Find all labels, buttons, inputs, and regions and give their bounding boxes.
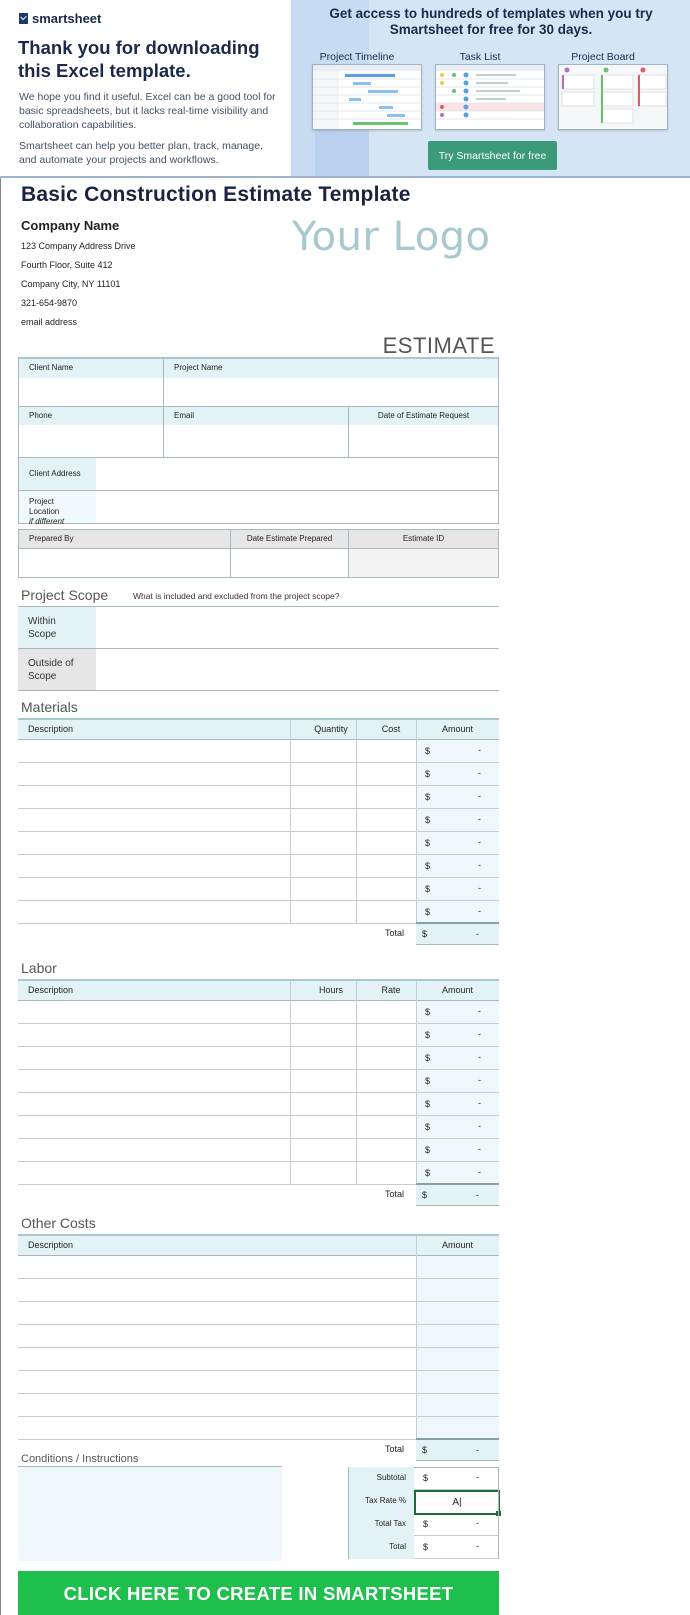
other-total-label: Total (385, 1444, 405, 1454)
materials-total-value (416, 922, 499, 945)
estimate-id-label: Estimate ID (349, 530, 498, 548)
date-request-input[interactable] (349, 425, 498, 457)
other-amount-cell[interactable] (416, 1371, 499, 1393)
labor-row[interactable] (18, 1162, 499, 1185)
materials-row[interactable] (18, 740, 499, 763)
other-total-currency: $ (422, 1445, 428, 1455)
address-line-1[interactable]: 123 Company Address Drive (21, 241, 136, 251)
thumb-task-list[interactable] (435, 64, 545, 130)
email-input[interactable] (164, 425, 348, 457)
other-amount-cell[interactable] (416, 1256, 499, 1278)
phone-label: Phone (19, 407, 163, 425)
other-row[interactable] (18, 1256, 499, 1279)
materials-header-row (18, 720, 499, 740)
other-amount-cell[interactable] (416, 1279, 499, 1301)
other-row[interactable] (18, 1348, 499, 1371)
labor-row[interactable] (18, 1047, 499, 1070)
other-total-value (416, 1438, 499, 1461)
materials-total-currency: $ (422, 929, 428, 939)
estimate-id-input[interactable] (349, 549, 498, 577)
column-divider (290, 720, 291, 924)
project-location-text: Project Location (29, 497, 60, 516)
materials-table (18, 718, 499, 922)
project-location-label (19, 491, 96, 526)
thumb-label-tasklist: Task List (459, 51, 501, 63)
labor-currency: $ (425, 1053, 431, 1063)
other-amount-cell[interactable] (416, 1348, 499, 1370)
materials-currency: $ (425, 769, 431, 779)
materials-amount: - (478, 745, 481, 755)
materials-title: Materials (21, 699, 78, 715)
materials-row[interactable] (18, 901, 499, 924)
materials-row[interactable] (18, 855, 499, 878)
promo-paragraph-1: We hope you find it useful. Excel can be a good tool for basic spreadsheets, but it lacks real-time visibility and collaboration capabilities. (19, 91, 276, 131)
other-costs-title: Other Costs (21, 1215, 96, 1231)
labor-amount: - (478, 1144, 481, 1154)
column-divider (416, 981, 417, 1185)
company-name[interactable]: Company Name (21, 218, 120, 233)
project-name-input[interactable] (164, 378, 498, 406)
create-in-smartsheet-button[interactable]: CLICK HERE TO CREATE IN SMARTSHEET (18, 1571, 499, 1615)
divider (348, 1467, 349, 1559)
grand-total-label: Total (348, 1536, 414, 1559)
subtotal-row (348, 1467, 499, 1490)
estimate-heading: ESTIMATE (382, 333, 495, 358)
labor-col-hours: Hours (318, 985, 343, 995)
column-divider (416, 1236, 417, 1440)
labor-currency: $ (425, 1007, 431, 1017)
outside-scope-label: Outside of Scope (18, 649, 96, 690)
company-email[interactable]: email address (21, 317, 78, 327)
materials-col-quantity: Quantity (314, 724, 348, 734)
other-amount-cell[interactable] (416, 1417, 499, 1439)
total-tax-value: - (476, 1518, 479, 1528)
labor-total-amount: - (476, 1190, 479, 1200)
labor-currency: $ (425, 1076, 431, 1086)
document-title[interactable]: Basic Construction Estimate Template (21, 183, 411, 206)
materials-row[interactable] (18, 809, 499, 832)
total-tax-currency: $ (423, 1519, 429, 1529)
other-row[interactable] (18, 1371, 499, 1394)
date-request-label: Date of Estimate Request (349, 407, 498, 425)
project-location-input[interactable] (96, 491, 498, 523)
other-row[interactable] (18, 1394, 499, 1417)
other-row[interactable] (18, 1325, 499, 1348)
try-smartsheet-button[interactable]: Try Smartsheet for free (428, 141, 557, 170)
labor-amount: - (478, 1098, 481, 1108)
labor-amount: - (478, 1075, 481, 1085)
labor-row[interactable] (18, 1093, 499, 1116)
labor-title: Labor (21, 960, 57, 976)
labor-row[interactable] (18, 1024, 499, 1047)
other-row[interactable] (18, 1279, 499, 1302)
materials-currency: $ (425, 838, 431, 848)
other-amount-cell[interactable] (416, 1394, 499, 1416)
column-divider (416, 720, 417, 924)
total-tax-label: Total Tax (348, 1513, 414, 1536)
conditions-input[interactable] (18, 1466, 282, 1561)
labor-amount: - (478, 1167, 481, 1177)
materials-amount: - (478, 906, 481, 916)
labor-col-amount: Amount (441, 985, 474, 995)
company-phone[interactable]: 321-654-9870 (21, 298, 78, 308)
email-label: Email (164, 407, 348, 425)
labor-amount: - (478, 1006, 481, 1016)
labor-total-value (416, 1183, 499, 1206)
other-amount-cell[interactable] (416, 1325, 499, 1347)
column-divider (290, 981, 291, 1185)
promo-title: Thank you for downloading this Excel template. (18, 37, 260, 81)
thumb-project-timeline[interactable] (312, 64, 422, 130)
column-divider (356, 720, 357, 924)
project-scope-title: Project Scope (21, 587, 109, 603)
labor-col-rate: Rate (381, 985, 401, 995)
materials-currency: $ (425, 907, 431, 917)
labor-amount: - (478, 1052, 481, 1062)
other-row[interactable] (18, 1302, 499, 1325)
other-header-row (18, 1236, 499, 1256)
grand-total-value: - (476, 1541, 479, 1551)
materials-currency: $ (425, 815, 431, 825)
materials-col-amount: Amount (441, 724, 474, 734)
grand-total-currency: $ (423, 1542, 429, 1552)
brand-name: smartsheet (32, 11, 102, 26)
address-line-2[interactable]: Fourth Floor, Suite 412 (21, 260, 113, 270)
promo-right-panel (291, 0, 690, 176)
thumb-label-timeline: Project Timeline (319, 51, 395, 63)
other-total-amount: - (476, 1445, 479, 1455)
phone-input[interactable] (19, 425, 163, 457)
materials-total-label: Total (385, 928, 405, 938)
labor-currency: $ (425, 1122, 431, 1132)
labor-amount: - (478, 1121, 481, 1131)
prepared-by-label: Prepared By (19, 530, 230, 548)
thumb-project-board[interactable] (558, 64, 668, 130)
project-scope-note: What is included and excluded from the project scope? (133, 591, 340, 601)
materials-amount: - (478, 768, 481, 778)
client-name-label: Client Name (19, 359, 163, 378)
labor-header-row (18, 981, 499, 1001)
materials-currency: $ (425, 792, 431, 802)
promo-paragraph-2: Smartsheet can help you better plan, track, manage, and automate your projects and workflows. (19, 140, 263, 166)
materials-amount: - (478, 860, 481, 870)
materials-col-description: Description (28, 724, 74, 734)
date-prepared-input[interactable] (231, 549, 348, 577)
conditions-title: Conditions / Instructions (21, 1453, 139, 1465)
labor-total-label: Total (385, 1189, 405, 1199)
smartsheet-check-icon (19, 13, 28, 24)
outside-scope-input[interactable] (96, 649, 499, 690)
materials-amount: - (478, 883, 481, 893)
client-address-label: Client Address (19, 458, 96, 490)
materials-currency: $ (425, 746, 431, 756)
labor-row[interactable] (18, 1001, 499, 1024)
subtotal-value: - (476, 1472, 479, 1482)
labor-total-currency: $ (422, 1190, 428, 1200)
board-preview-image (559, 65, 668, 130)
other-col-description: Description (28, 1240, 74, 1250)
labor-amount: - (478, 1029, 481, 1039)
grand-total-row (348, 1536, 499, 1559)
labor-row[interactable] (18, 1070, 499, 1093)
promo-left-panel (0, 0, 291, 176)
logo-placeholder[interactable]: Your Logo (292, 214, 491, 260)
thumb-label-board: Project Board (571, 51, 635, 63)
divider (498, 1467, 499, 1559)
labor-currency: $ (425, 1030, 431, 1040)
materials-amount: - (478, 814, 481, 824)
promo-banner (0, 0, 690, 178)
labor-row[interactable] (18, 1139, 499, 1162)
materials-currency: $ (425, 884, 431, 894)
labor-currency: $ (425, 1168, 431, 1178)
other-row[interactable] (18, 1417, 499, 1440)
client-name-input[interactable] (19, 378, 163, 406)
other-amount-cell[interactable] (416, 1302, 499, 1324)
timeline-preview-image (313, 65, 422, 130)
project-name-label: Project Name (164, 359, 498, 378)
date-prepared-label: Date Estimate Prepared (231, 530, 348, 548)
sheet-edge (0, 178, 1, 1615)
client-address-input[interactable] (96, 458, 498, 490)
subtotal-currency: $ (423, 1473, 429, 1483)
materials-amount: - (478, 791, 481, 801)
materials-row[interactable] (18, 786, 499, 809)
tax-rate-label: Tax Rate % (348, 1490, 414, 1513)
materials-total-amount: - (476, 929, 479, 939)
labor-col-description: Description (28, 985, 74, 995)
decor-block (315, 130, 369, 176)
tasklist-preview-image (436, 65, 545, 130)
materials-amount: - (478, 837, 481, 847)
other-costs-table (18, 1234, 499, 1438)
divider (18, 690, 499, 691)
other-col-amount: Amount (441, 1240, 474, 1250)
tax-rate-input[interactable]: A| (414, 1490, 500, 1515)
materials-currency: $ (425, 861, 431, 871)
materials-col-cost: Cost (381, 724, 401, 734)
column-divider (356, 981, 357, 1185)
labor-currency: $ (425, 1145, 431, 1155)
materials-row[interactable] (18, 763, 499, 786)
within-scope-input[interactable] (96, 607, 499, 648)
address-city[interactable]: Company City, NY 11101 (21, 279, 121, 289)
labor-table (18, 979, 499, 1183)
materials-row[interactable] (18, 832, 499, 855)
materials-row[interactable] (18, 878, 499, 901)
labor-row[interactable] (18, 1116, 499, 1139)
prepared-by-input[interactable] (19, 549, 230, 577)
promo-headline: Get access to hundreds of templates when you try Smartsheet for free for 30 days. (329, 6, 653, 37)
labor-currency: $ (425, 1099, 431, 1109)
smartsheet-logo (19, 11, 101, 26)
within-scope-label: Within Scope (18, 607, 96, 648)
total-tax-row (348, 1513, 499, 1536)
subtotal-label: Subtotal (348, 1467, 414, 1490)
if-different-note: if different (29, 517, 65, 526)
